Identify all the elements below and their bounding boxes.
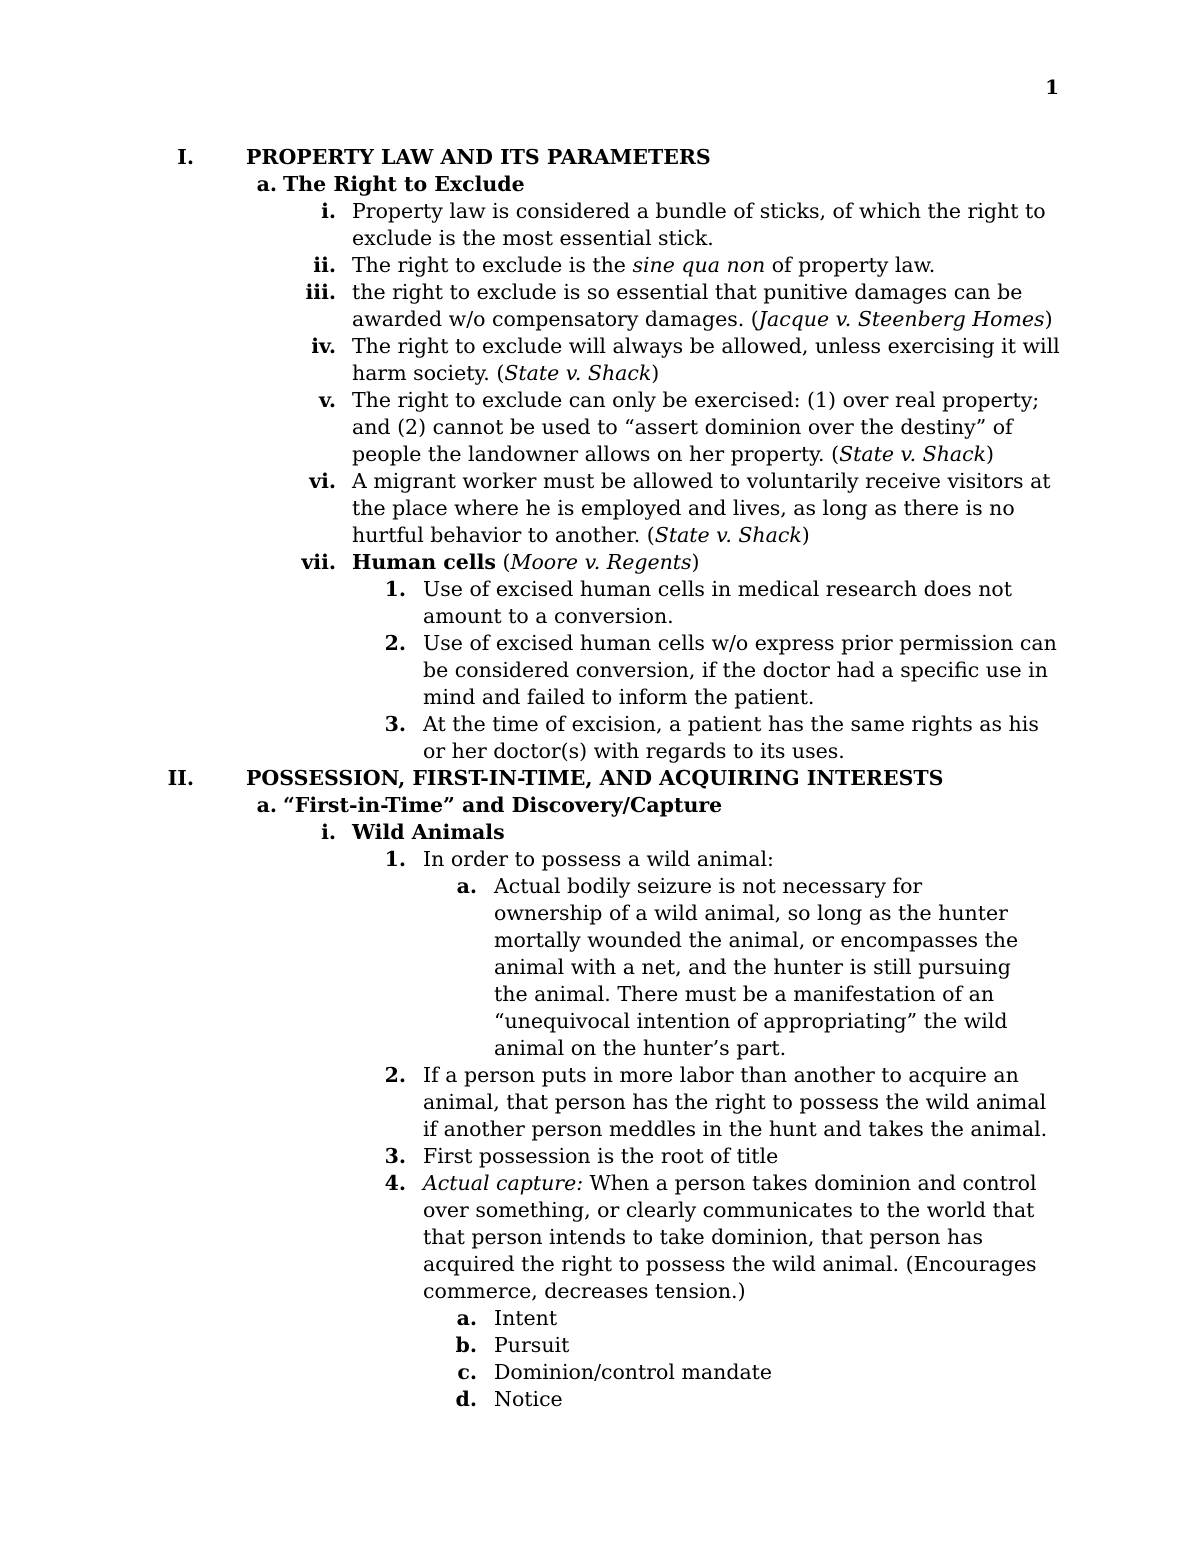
roman-item bbox=[319, 387, 1062, 468]
roman-item-text bbox=[352, 252, 1062, 279]
text-run: Actual capture: bbox=[423, 1171, 584, 1195]
roman-item-text bbox=[352, 198, 1062, 252]
numbered-item-text bbox=[423, 1143, 1062, 1170]
lettered-item-text bbox=[494, 1305, 1034, 1332]
text-run: Use of excised human cells w/o express prior permission can be considered conversion, if the doctor had a specific use in mind and failed to inform the patient. bbox=[423, 631, 1057, 709]
roman-item-text bbox=[352, 549, 1062, 576]
roman-item-marker: iii. bbox=[305, 280, 336, 304]
roman-item-text bbox=[352, 387, 1062, 468]
subsection-marker: a. bbox=[256, 172, 277, 196]
numbered-item bbox=[384, 630, 1062, 711]
section-marker: I. bbox=[177, 145, 194, 169]
text-run: At the time of excision, a patient has the same rights as his or her doctor(s) with regards to its uses. bbox=[423, 712, 1039, 763]
roman-item bbox=[311, 333, 1062, 387]
numbered-item-text bbox=[423, 1170, 1062, 1305]
text-run: Notice bbox=[494, 1387, 563, 1411]
text-run: State v. Shack bbox=[504, 361, 652, 385]
lettered-item bbox=[457, 1359, 1034, 1386]
lettered-item-marker: a. bbox=[456, 874, 477, 898]
subsection-marker: a. bbox=[256, 793, 277, 817]
text-run: The right to exclude is the bbox=[352, 253, 633, 277]
text-run: ) bbox=[801, 523, 810, 547]
text-run: ) bbox=[986, 442, 995, 466]
lettered-item bbox=[456, 873, 1034, 1062]
numbered-item bbox=[384, 1170, 1062, 1305]
text-run: ) bbox=[691, 550, 700, 574]
lettered-item bbox=[455, 1332, 1034, 1359]
roman-item bbox=[321, 819, 1062, 846]
roman-item-marker: i. bbox=[321, 199, 336, 223]
numbered-item-text bbox=[423, 630, 1062, 711]
lettered-item bbox=[455, 1386, 1034, 1413]
lettered-item-text bbox=[494, 873, 1034, 1062]
subsection-text: “First-in-Time” and Discovery/Capture bbox=[283, 793, 723, 817]
lettered-item-text bbox=[494, 1386, 1034, 1413]
text-run: Intent bbox=[494, 1306, 558, 1330]
roman-item bbox=[313, 252, 1062, 279]
numbered-item-text bbox=[423, 846, 1062, 873]
subsection bbox=[256, 171, 960, 198]
text-run: The right to exclude can only be exercised: (1) over real property; and (2) cannot be used to “assert dominion over the destiny” of people the landowner allows on her property. ( bbox=[352, 388, 1040, 466]
section-text: POSSESSION, FIRST-IN-TIME, AND ACQUIRING INTERESTS bbox=[246, 766, 944, 790]
numbered-item bbox=[384, 1143, 1062, 1170]
text-run: of property law. bbox=[765, 253, 936, 277]
text-run: Property law is considered a bundle of sticks, of which the right to exclude is the most essential stick. bbox=[352, 199, 1046, 250]
roman-item bbox=[301, 549, 1062, 576]
page-number: 1 bbox=[1045, 75, 1059, 99]
numbered-item-marker: 3. bbox=[384, 712, 406, 736]
numbered-item bbox=[384, 576, 1062, 630]
text-run: ( bbox=[495, 550, 511, 574]
numbered-item-text bbox=[423, 1062, 1062, 1143]
numbered-item bbox=[384, 846, 1062, 873]
lettered-item-marker: b. bbox=[455, 1333, 477, 1357]
text-run: A migrant worker must be allowed to voluntarily receive visitors at the place where he is employed and lives, as long as there is no hurtful behavior to another. ( bbox=[352, 469, 1051, 547]
numbered-item-marker: 1. bbox=[384, 847, 406, 871]
text-run: Actual bodily seizure is not necessary for ownership of a wild animal, so long as the hunter mortally wounded the animal, or encompasses the animal with a net, and the hunter is still pursuing the animal. There must be a manifestation of an “unequivocal intention of appropriating” the wild animal on the hunter’s part. bbox=[494, 874, 1019, 1060]
section bbox=[177, 144, 960, 171]
section bbox=[167, 765, 960, 792]
text-run: State v. Shack bbox=[654, 523, 802, 547]
section-text: PROPERTY LAW AND ITS PARAMETERS bbox=[246, 145, 711, 169]
roman-item-marker: vi. bbox=[309, 469, 336, 493]
numbered-item-marker: 2. bbox=[384, 631, 406, 655]
text-run: the right to exclude is so essential that punitive damages can be awarded w/o compensatory damages. ( bbox=[352, 280, 1023, 331]
text-run: Pursuit bbox=[494, 1333, 570, 1357]
roman-item-marker: i. bbox=[321, 820, 336, 844]
numbered-item-marker: 4. bbox=[384, 1171, 406, 1195]
roman-item bbox=[305, 279, 1062, 333]
lettered-item-marker: d. bbox=[455, 1387, 477, 1411]
lettered-item-text bbox=[494, 1359, 1034, 1386]
roman-item-marker: vii. bbox=[301, 550, 336, 574]
lettered-item-text bbox=[494, 1332, 1034, 1359]
lettered-item-marker: a. bbox=[456, 1306, 477, 1330]
lettered-item-marker: c. bbox=[457, 1360, 477, 1384]
text-run: State v. Shack bbox=[839, 442, 987, 466]
subsection-text: The Right to Exclude bbox=[283, 172, 525, 196]
roman-item-text bbox=[352, 333, 1062, 387]
text-run: Dominion/control mandate bbox=[494, 1360, 773, 1384]
text-run: In order to possess a wild animal: bbox=[423, 847, 774, 871]
text-run: If a person puts in more labor than another to acquire an animal, that person has the right to possess the wild animal if another person meddles in the hunt and takes the animal. bbox=[423, 1063, 1048, 1141]
numbered-item bbox=[384, 711, 1062, 765]
numbered-item-marker: 2. bbox=[384, 1063, 406, 1087]
text-run: Moore v. Regents bbox=[510, 550, 692, 574]
text-run: First possession is the root of title bbox=[423, 1144, 779, 1168]
roman-item bbox=[309, 468, 1062, 549]
text-run: sine qua non bbox=[632, 253, 766, 277]
roman-item-marker: v. bbox=[319, 388, 336, 412]
numbered-item-text bbox=[423, 576, 1062, 630]
numbered-item bbox=[384, 1062, 1062, 1143]
text-run: Use of excised human cells in medical research does not amount to a conversion. bbox=[423, 577, 1012, 628]
text-run: Human cells bbox=[352, 550, 496, 574]
numbered-item-text bbox=[423, 711, 1062, 765]
roman-item bbox=[321, 198, 1062, 252]
lettered-item bbox=[456, 1305, 1034, 1332]
text-run: ) bbox=[1044, 307, 1053, 331]
numbered-item-marker: 3. bbox=[384, 1144, 406, 1168]
subsection bbox=[256, 792, 960, 819]
roman-item-text bbox=[352, 279, 1062, 333]
roman-item-text bbox=[352, 819, 1062, 846]
text-run: The right to exclude will always be allowed, unless exercising it will harm society. ( bbox=[352, 334, 1060, 385]
text-run: ) bbox=[651, 361, 660, 385]
text-run: Jacque v. Steenberg Homes bbox=[758, 307, 1045, 331]
roman-item-marker: ii. bbox=[313, 253, 336, 277]
numbered-item-marker: 1. bbox=[384, 577, 406, 601]
roman-item-text bbox=[352, 468, 1062, 549]
text-run: When a person takes dominion and control over something, or clearly communicates to the world that that person intends to take dominion, that person has acquired the right to possess the wild animal. (Encourages commerce, decreases tension.) bbox=[423, 1171, 1037, 1303]
text-run: Wild Animals bbox=[352, 820, 505, 844]
roman-item-marker: iv. bbox=[311, 334, 336, 358]
section-marker: II. bbox=[167, 766, 194, 790]
